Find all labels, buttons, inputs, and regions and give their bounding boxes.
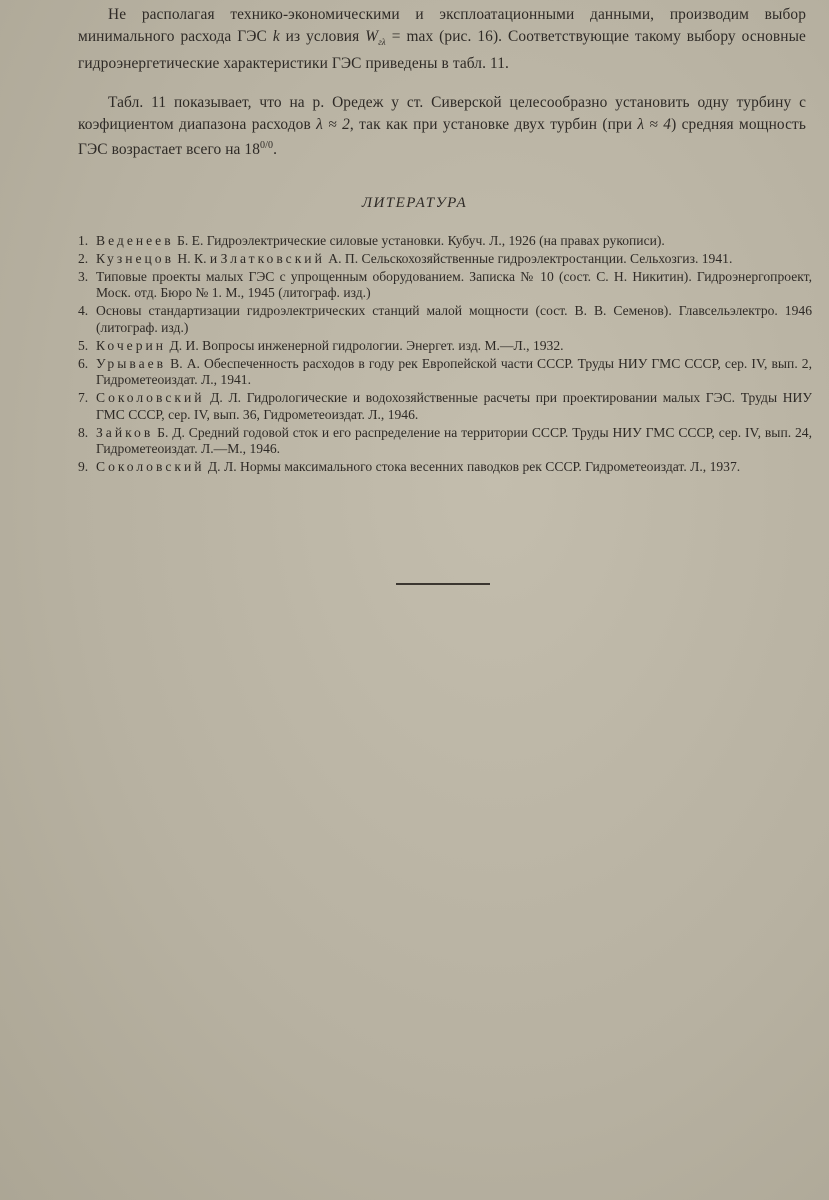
reference-author: Кочерин	[96, 337, 167, 353]
lambda-approx-4: λ ≈ 4	[637, 115, 672, 133]
reference-item	[78, 269, 812, 302]
reference-number: 8.	[78, 424, 89, 440]
reference-item	[78, 303, 812, 336]
bibliography-heading: ЛИТЕРАТУРА	[361, 195, 468, 211]
reference-author: Урываев	[96, 355, 167, 371]
reference-item	[78, 233, 812, 249]
variable-k: k	[272, 27, 280, 45]
reference-author: Веденеев	[96, 233, 174, 248]
reference-number: 6.	[78, 355, 89, 371]
lambda-approx-2: λ ≈ 2	[316, 115, 350, 133]
reference-number: 5.	[78, 337, 89, 353]
reference-number: 9.	[78, 459, 89, 475]
reference-author: Зайков	[96, 424, 154, 440]
reference-author: Кузнецов	[96, 251, 175, 266]
reference-text: Основы стандартизации гидроэлектрических станций малой мощности (сост. В. В. Семенов). Главсельэлектро. 1946 (литограф. изд.)	[96, 303, 812, 335]
paragraph-2	[78, 92, 806, 161]
reference-text: В. А. Обеспеченность расходов в году рек Европейской части СССР. Труды НИУ ГМС СССР, сер. IV, вып. 2, Гидрометеоиздат. Л., 1941.	[96, 355, 812, 388]
paragraph-2-text-c: ) средняя мощность ГЭС возрастает всего на 18	[78, 115, 806, 159]
reference-text: Н. К. и	[174, 251, 221, 266]
reference-list	[78, 233, 812, 477]
reference-coauthor: Златковский	[220, 251, 325, 266]
paragraph-2-text-b: , так как при установке двух турбин (при	[349, 115, 638, 133]
reference-item	[78, 356, 812, 389]
reference-item	[78, 251, 812, 267]
reference-number: 2.	[78, 251, 89, 266]
reference-text-continued: А. П. Сельскохозяйственные гидроэлектростанции. Сельхозгиз. 1941.	[324, 251, 733, 266]
variable-w-subscript: гλ	[378, 36, 386, 47]
reference-author: Соколовский	[96, 390, 205, 406]
reference-number: 1.	[78, 233, 89, 248]
reference-text: Д. Л. Нормы максимального стока весенних паводков рек СССР. Гидрометеоиздат. Л., 1937.	[204, 459, 741, 475]
percent-sign: 0/0	[260, 140, 274, 151]
reference-number: 7.	[78, 390, 89, 406]
paragraph-1-text-c: = max (рис. 16). Соответствующие такому выбору основные гидроэнергетические характеристики ГЭС приведены в табл. 11.	[78, 27, 806, 73]
reference-item	[78, 338, 812, 354]
reference-number: 3.	[78, 269, 89, 284]
reference-number: 4.	[78, 303, 89, 319]
paragraph-1-text-a: Не располагая технико-экономическими и эксплоатационными данными, производим выбор минимального расхода ГЭС	[78, 6, 806, 45]
paragraph-1	[78, 4, 806, 75]
reference-item	[78, 425, 812, 458]
closing-rule	[396, 583, 490, 585]
reference-item	[78, 459, 812, 475]
reference-text: Б. Д. Средний годовой сток и его распределение на территории СССР. Труды НИУ ГМС СССР, сер. IV, вып. 24, Гидрометеоиздат. Л.—М., 1946.	[96, 424, 812, 457]
paragraph-1-text-b: из условия	[279, 27, 366, 45]
reference-item	[78, 390, 812, 423]
paragraph-2-text-a: Табл. 11 показывает, что на р. Оредеж у ст. Сиверской целесообразно установить одну турбину с коэфициентом диапазона расходов	[78, 94, 806, 133]
reference-text: Д. И. Вопросы инженерной гидрологии. Энергет. изд. М.—Л., 1932.	[166, 337, 564, 353]
reference-text: Д. Л. Гидрологические и водохозяйственные расчеты при проектировании малых ГЭС. Труды НИУ ГМС СССР, сер. IV, вып. 36, Гидрометеоиздат. Л., 1946.	[96, 390, 812, 422]
variable-w: W	[365, 27, 379, 45]
reference-text: Б. Е. Гидроэлектрические силовые установки. Кубуч. Л., 1926 (на правах рукописи).	[173, 233, 665, 248]
reference-text: Типовые проекты малых ГЭС с упрощенным оборудованием. Записка № 10 (сост. С. Н. Никитин). Гидроэнергопроект, Моск. отд. Бюро № 1. М., 1945 (литограф. изд.)	[96, 269, 812, 301]
reference-author: Соколовский	[96, 459, 205, 475]
paragraph-2-text-d: .	[273, 141, 278, 159]
